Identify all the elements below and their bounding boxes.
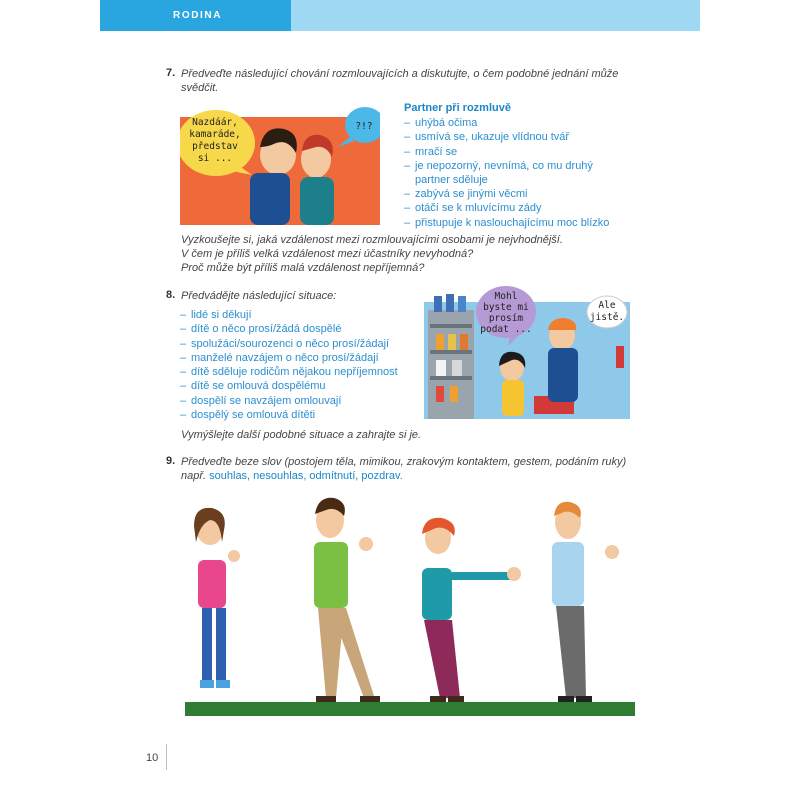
situation-item: – dospělý se omlouvá dítěti xyxy=(180,408,398,422)
figure-man-green xyxy=(314,498,380,702)
bubble-left-line-3: představ xyxy=(192,141,238,152)
question-9-line-1: Předveďte beze slov (postojem těla, mimikou, zrakovým kontaktem, gestem, podáním ruky) xyxy=(181,456,627,468)
figure-woman-red-hair xyxy=(422,518,521,702)
followup-line-2: V čem je příliš velká vzdálenost mezi účastníky nevyhodná? xyxy=(181,248,474,260)
gestures-illustration xyxy=(160,490,660,725)
bubble-man-line-1: Ale xyxy=(598,300,616,311)
situation-item: – dítě se omlouvá dospělému xyxy=(180,379,398,393)
page-number: 10 xyxy=(146,752,159,764)
question-7-followup xyxy=(181,233,651,275)
partner-item: – usmívá se, ukazuje vlídnou tvář xyxy=(404,130,634,144)
question-7-number: 7. xyxy=(166,67,176,79)
page-number-rule xyxy=(166,744,167,770)
header-light-block xyxy=(291,0,700,31)
bubble-man-line-2: jistě. xyxy=(589,312,625,323)
situation-item: – dospělí se navzájem omlouvají xyxy=(180,394,398,408)
bubble-right-text: ?!? xyxy=(355,121,373,132)
partner-item: – mračí se xyxy=(404,145,634,159)
situation-item: – dítě o něco prosí/žádá dospělé xyxy=(180,322,398,336)
shop-illustration xyxy=(424,284,630,419)
question-7-line-2: svědčit. xyxy=(181,82,219,94)
chapter-header xyxy=(100,0,700,31)
situation-item: – manželé navzájem o něco prosí/žádají xyxy=(180,351,398,365)
question-9-text xyxy=(181,455,661,483)
situation-item: – spolužáci/sourozenci o něco prosí/žádají xyxy=(180,337,398,351)
partner-item: – je nepozorný, nevnímá, co mu druhý xyxy=(404,159,634,173)
bubble-left-line-4: si ... xyxy=(197,153,233,164)
partner-title: Partner při rozmluvě xyxy=(404,102,511,114)
bubble-child-line-4: podat ... xyxy=(480,324,532,335)
partner-item-continuation: partner sděluje xyxy=(415,174,488,187)
partner-item: – zabývá se jinými věcmi xyxy=(404,187,634,201)
question-7-line-1: Předveďte následující chování rozmlouvajících a diskutujte, o čem podobné jednání může xyxy=(181,68,619,80)
figure-woman-1 xyxy=(194,508,240,688)
situation-item: – dítě sděluje rodičům nějakou nepříjemnost xyxy=(180,365,398,379)
question-8-number: 8. xyxy=(166,289,176,301)
situations-list xyxy=(180,308,398,422)
partner-item: – otáčí se k mluvícímu zády xyxy=(404,201,634,215)
question-7-text xyxy=(181,67,651,95)
bubble-child-line-1: Mohl xyxy=(494,291,518,302)
bubble-child-line-3: prosím xyxy=(488,313,524,324)
chapter-title: RODINA xyxy=(173,10,223,21)
question-8-closing: Vymýšlejte další podobné situace a zahrajte si je. xyxy=(181,429,422,441)
bubble-left-line-1: Nazdáár, xyxy=(192,117,238,128)
question-9-examples: souhlas, nesouhlas, odmítnutí, pozdrav. xyxy=(209,470,403,482)
partner-behaviour-list xyxy=(404,101,634,230)
figure-man-blue xyxy=(552,502,619,702)
conversation-illustration xyxy=(180,103,380,225)
followup-line-1: Vyzkoušejte si, jaká vzdálenost mezi rozmlouvajícími osobami je nejvhodnější. xyxy=(181,234,563,246)
partner-item: – uhýbá očima xyxy=(404,116,634,130)
bubble-left-line-2: kamaráde, xyxy=(189,129,241,140)
bubble-child-line-2: byste mi xyxy=(483,302,529,313)
question-9-line-2 xyxy=(181,469,661,483)
situation-item: – lidé si děkují xyxy=(180,308,398,322)
question-9-number: 9. xyxy=(166,455,176,467)
question-9-prefix: např. xyxy=(181,470,210,482)
partner-item: – přistupuje k naslouchajícímu moc blízko xyxy=(404,216,634,230)
followup-line-3: Proč může být příliš malá vzdálenost nepříjemná? xyxy=(181,262,425,274)
question-8-intro: Předvádějte následující situace: xyxy=(181,290,337,302)
